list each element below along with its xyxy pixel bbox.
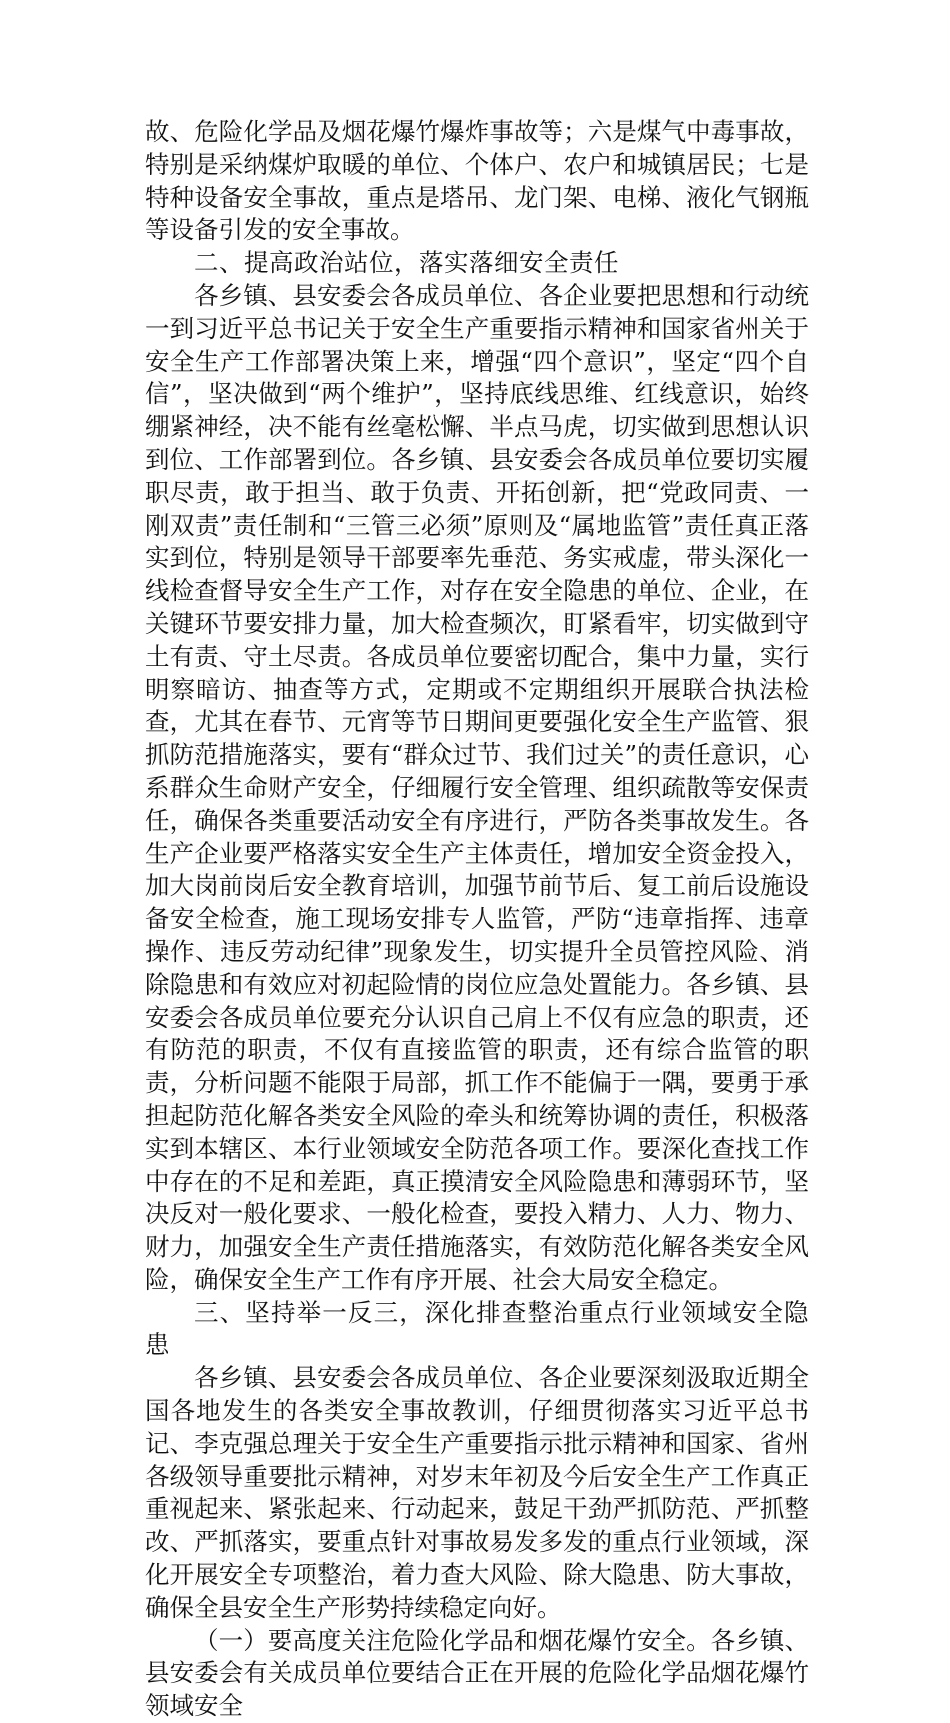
document-page [145, 116, 809, 1723]
paragraph-continued: 故、危险化学品及烟花爆竹爆炸事故等；六是煤气中毒事故，特别是采纳煤炉取暖的单位、个体户、农户和城镇居民；七是特种设备安全事故，重点是塔吊、龙门架、电梯、液化气钢瓶等设备引发的安全事故。 [145, 117, 809, 245]
paragraph-body: 各乡镇、县安委会各成员单位、各企业要深刻汲取近期全国各地发生的各类安全事故教训，仔细贯彻落实习近平总书记、李克强总理关于安全生产重要指示批示精神和国家、省州各级领导重要批示精神，对岁末年初及今后安全生产工作真正重视起来、紧张起来、行动起来，鼓足干劲严抓防范、严抓整改、严抓落实，要重点针对事故易发多发的重点行业领域，深化开展安全专项整治，着力查大风险、除大隐患、防大事故，确保全县安全生产形势持续稳定向好。 [145, 1363, 809, 1622]
section-heading-2: 二、提高政治站位，落实落细安全责任 [194, 248, 619, 278]
paragraph-body: 各乡镇、县安委会各成员单位、各企业要把思想和行动统一到习近平总书记关于安全生产重要指示精神和国家省州关于安全生产工作部署决策上来，增强“四个意识”，坚定“四个自信”，坚决做到“两个维护”，坚持底线思维、红线意识，始终绷紧神经，决不能有丝毫松懈、半点马虎，切实做到思想认识到位、工作部署到位。各乡镇、县安委会各成员单位要切实履职尽责，敢于担当、敢于负责、开拓创新，把“党政同责、一刚双责”责任制和“三管三必须”原则及“属地监管”责任真正落实到位，特别是领导干部要率先垂范、务实戒虚，带头深化一线检查督导安全生产工作，对存在安全隐患的单位、企业，在关键环节要安排力量，加大检查频次，盯紧看牢，切实做到守土有责、守土尽责。各成员单位要密切配合，集中力量，实行明察暗访、抽查等方式，定期或不定期组织开展联合执法检查，尤其在春节、元宵等节日期间更要强化安全生产监管、狠抓防范措施落实，要有“群众过节、我们过关”的责任意识，心系群众生命财产安全，仔细履行安全管理、组织疏散等安保责任，确保各类重要活动安全有序进行，严防各类事故发生。各生产企业要严格落实安全生产主体责任，增加安全资金投入，加大岗前岗后安全教育培训，加强节前节后、复工前后设施设备安全检查，施工现场安排专人监管，严防“违章指挥、违章操作、违反劳动纪律”现象发生，切实提升全员管控风险、消除隐患和有效应对初起险情的岗位应急处置能力。各乡镇、县安委会各成员单位要充分认识自己肩上不仅有应急的职责，还有防范的职责，不仅有直接监管的职责，还有综合监管的职责，分析问题不能限于局部，抓工作不能偏于一隅，要勇于承担起防范化解各类安全风险的牵头和统筹协调的责任，积极落实到本辖区、本行业领域安全防范各项工作。要深化查找工作中存在的不足和差距，真正摸清安全风险隐患和薄弱环节，坚决反对一般化要求、一般化检查，要投入精力、人力、物力、财力，加强安全生产责任措施落实，有效防范化解各类安全风险，确保安全生产工作有序开展、社会大局安全稳定。 [145, 280, 809, 1294]
section-heading-3: 三、坚持举一反三，深化排查整治重点行业领域安全隐患 [145, 1297, 809, 1360]
paragraph-subsection-1: （一）要高度关注危险化学品和烟花爆竹安全。各乡镇、县安委会有关成员单位要结合正在开展的危险化学品烟花爆竹领域安全 [145, 1625, 809, 1721]
